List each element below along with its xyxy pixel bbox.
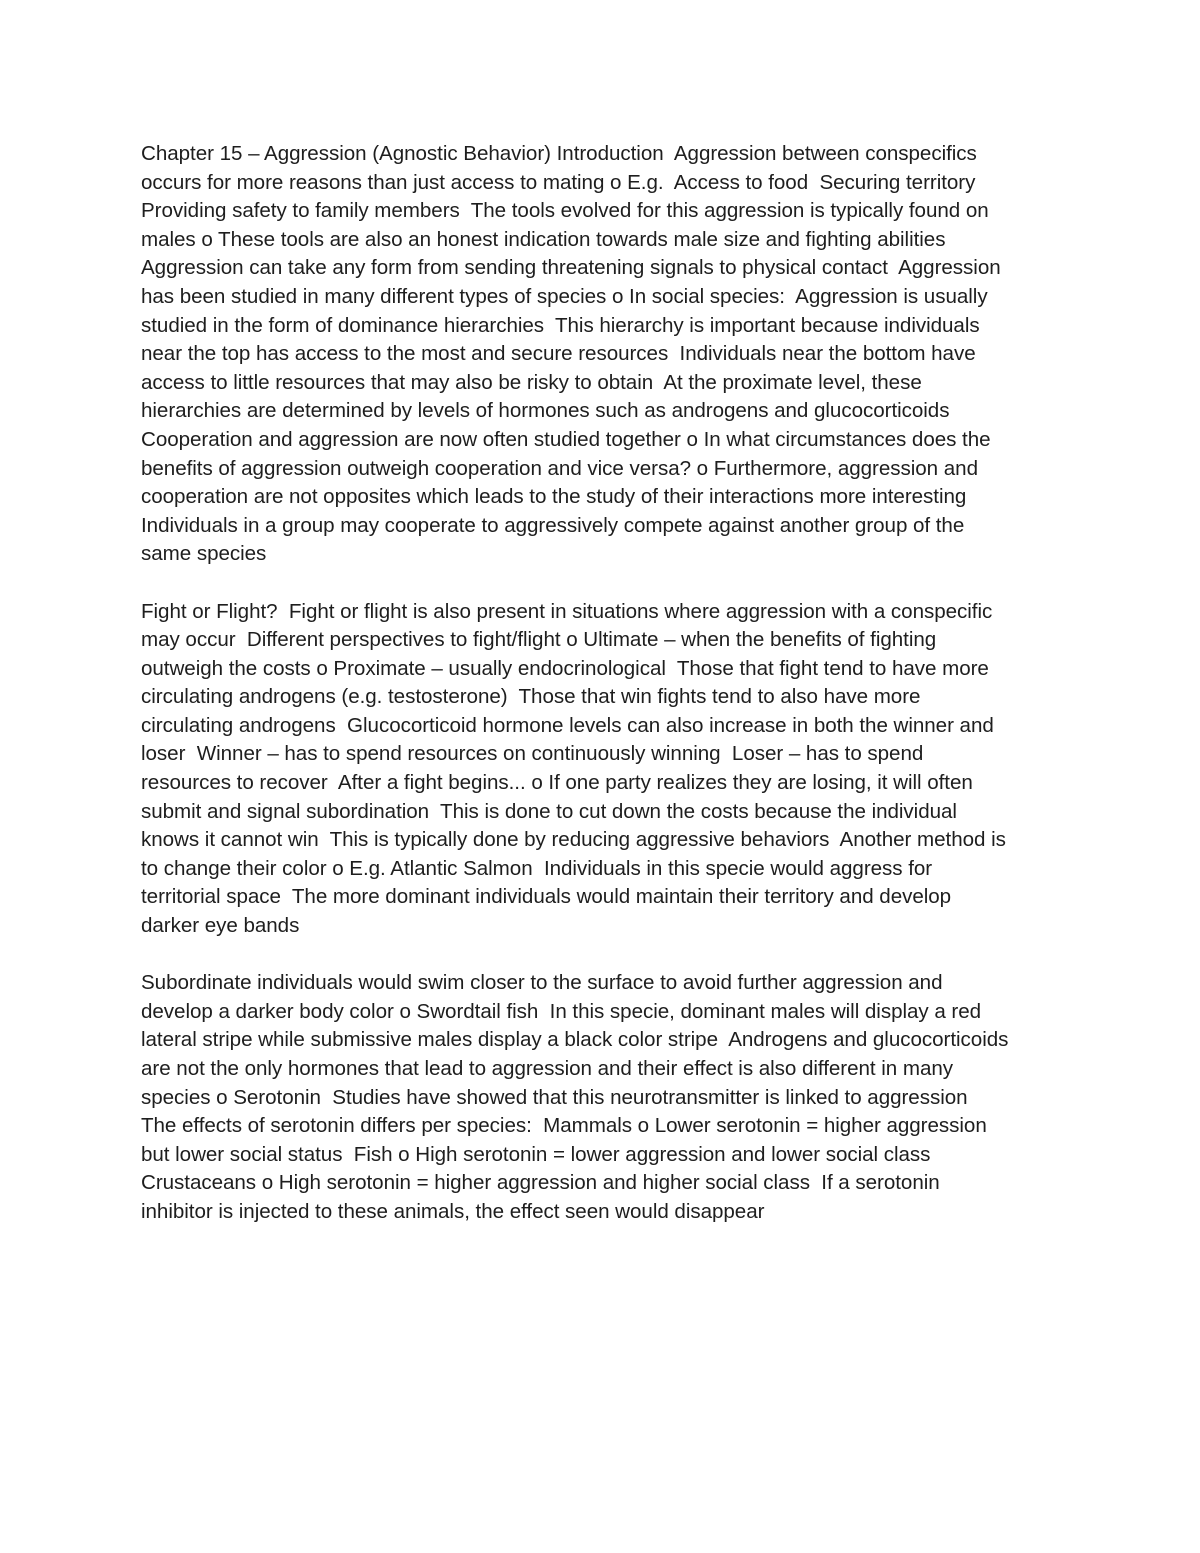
text-line: Chapter 15 – Aggression (Agnostic Behavior) Introduction Aggression between conspecifics — [141, 142, 977, 165]
text-line: Fight or Flight? Fight or flight is also present in situations where aggression with a conspecific — [141, 599, 993, 623]
paragraph-1 — [141, 140, 1061, 569]
text-line: species o Serotonin Studies have showed that this neurotransmitter is linked to aggression — [141, 1085, 968, 1109]
text-line: Providing safety to family members The tools evolved for this aggression is typically found on — [141, 199, 989, 223]
text-line: knows it cannot win This is typically done by reducing aggressive behaviors Another method is — [141, 828, 1006, 852]
text-line: Cooperation and aggression are now often studied together o In what circumstances does the — [141, 427, 991, 451]
paragraph-2 — [141, 598, 1061, 941]
text-line: lateral stripe while submissive males display a black color stripe Androgens and glucocorticoids — [141, 1028, 1009, 1052]
text-line: but lower social status Fish o High serotonin = lower aggression and lower social class — [141, 1142, 931, 1166]
text-line: to change their color o E.g. Atlantic Salmon Individuals in this specie would aggress for — [141, 856, 933, 880]
text-line: Individuals in a group may cooperate to aggressively compete against another group of the — [141, 513, 965, 537]
text-line: may occur Different perspectives to fight/flight o Ultimate – when the benefits of fighting — [141, 628, 937, 652]
text-line: benefits of aggression outweigh cooperation and vice versa? o Furthermore, aggression and — [141, 456, 978, 480]
text-line: circulating androgens (e.g. testosterone) Those that win fights tend to also have more — [141, 685, 921, 709]
text-line: same species — [141, 542, 267, 566]
paragraph-spacer — [141, 569, 1061, 598]
text-line: access to little resources that may also be risky to obtain At the proximate level, these — [141, 370, 922, 394]
text-line: The effects of serotonin differs per species: Mammals o Lower serotonin = higher aggression — [141, 1114, 987, 1138]
text-line: near the top has access to the most and secure resources Individuals near the bottom have — [141, 342, 976, 366]
text-line: inhibitor is injected to these animals, the effect seen would disappear — [141, 1199, 765, 1223]
text-line: occurs for more reasons than just access to mating o E.g. Access to food Securing territory — [141, 170, 976, 194]
text-line: resources to recover After a fight begins... o If one party realizes they are losing, it will often — [141, 771, 973, 795]
text-line: studied in the form of dominance hierarchies This hierarchy is important because individuals — [141, 313, 980, 337]
text-line: males o These tools are also an honest indication towards male size and fighting abilities — [141, 227, 946, 251]
text-line: submit and signal subordination This is done to cut down the costs because the individual — [141, 799, 957, 823]
text-line: has been studied in many different types of species o In social species: Aggression is usually — [141, 284, 988, 308]
text-line: circulating androgens Glucocorticoid hormone levels can also increase in both the winner and — [141, 713, 994, 737]
text-line: loser Winner – has to spend resources on continuously winning Loser – has to spend — [141, 742, 924, 766]
text-line: territorial space The more dominant individuals would maintain their territory and develop — [141, 885, 952, 909]
paragraph-3 — [141, 969, 1061, 1226]
text-line: Crustaceans o High serotonin = higher aggression and higher social class If a serotonin — [141, 1171, 940, 1195]
text-line: darker eye bands — [141, 914, 300, 938]
document-body — [141, 140, 1061, 1227]
text-line: hierarchies are determined by levels of hormones such as androgens and glucocorticoids — [141, 399, 950, 423]
text-line: develop a darker body color o Swordtail fish In this specie, dominant males will display a red — [141, 999, 982, 1023]
text-line: Subordinate individuals would swim closer to the surface to avoid further aggression and — [141, 971, 943, 995]
text-line: Aggression can take any form from sending threatening signals to physical contact Aggression — [141, 256, 1001, 280]
text-line: outweigh the costs o Proximate – usually endocrinological Those that fight tend to have more — [141, 656, 989, 680]
text-line: are not the only hormones that lead to aggression and their effect is also different in many — [141, 1057, 954, 1080]
paragraph-spacer — [141, 941, 1061, 970]
text-line: cooperation are not opposites which leads to the study of their interactions more interesting — [141, 485, 967, 509]
